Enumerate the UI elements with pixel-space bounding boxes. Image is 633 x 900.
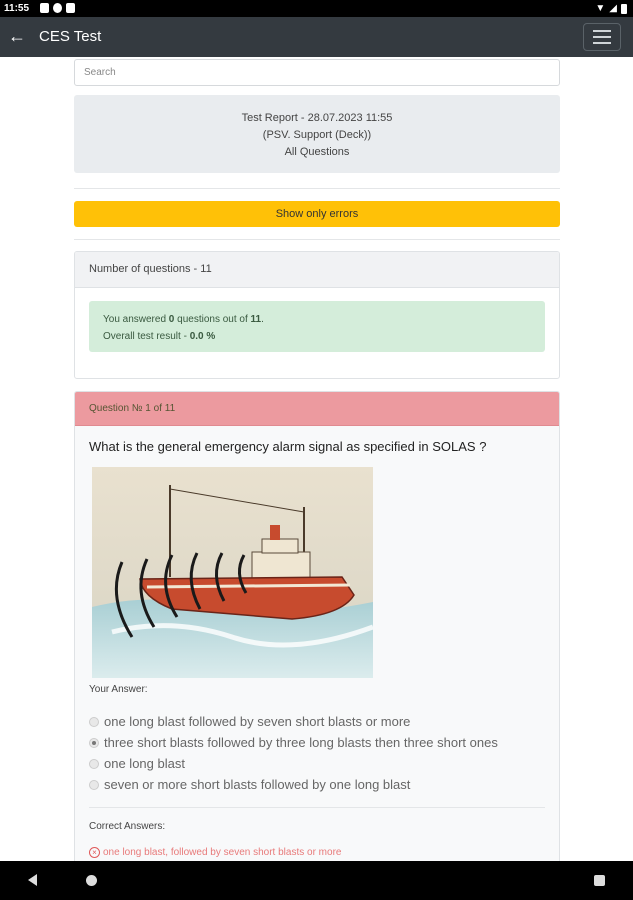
divider bbox=[74, 188, 560, 189]
app-bar bbox=[0, 17, 633, 57]
answered-line bbox=[103, 311, 531, 328]
answered-suffix: . bbox=[261, 314, 264, 325]
result-prefix: Overall test result - bbox=[103, 331, 190, 342]
correct-answers-label: Correct Answers: bbox=[89, 821, 166, 832]
back-arrow-icon[interactable]: ← bbox=[8, 26, 26, 46]
question-text: What is the general emergency alarm signal as specified in SOLAS ? bbox=[89, 439, 487, 454]
correct-answer bbox=[89, 847, 545, 858]
answer-option[interactable] bbox=[89, 774, 545, 795]
answer-text: seven or more short blasts followed by one long blast bbox=[104, 777, 411, 792]
search-input[interactable]: Search bbox=[74, 59, 560, 86]
signal-icon: ◢ bbox=[609, 3, 617, 14]
answer-text: three short blasts followed by three long blasts then three short ones bbox=[104, 735, 498, 750]
correct-answer-text: one long blast, followed by seven short blasts or more bbox=[103, 847, 342, 858]
radio-button[interactable] bbox=[89, 780, 99, 790]
result-alert bbox=[89, 301, 545, 352]
question-body bbox=[75, 426, 559, 871]
hamburger-line bbox=[593, 30, 611, 32]
report-panel bbox=[74, 95, 560, 173]
nav-recents-icon[interactable] bbox=[594, 875, 605, 886]
divider bbox=[89, 807, 545, 808]
answer-option[interactable] bbox=[89, 732, 545, 753]
radio-button-selected[interactable] bbox=[89, 738, 99, 748]
total-count: 11 bbox=[250, 314, 262, 325]
answer-text: one long blast bbox=[104, 756, 185, 771]
system-nav-bar bbox=[0, 861, 633, 900]
page-title: CES Test bbox=[39, 28, 102, 45]
status-time: 11:55 bbox=[4, 3, 30, 14]
hamburger-line bbox=[593, 36, 611, 38]
answer-option[interactable] bbox=[89, 753, 545, 774]
divider bbox=[74, 239, 560, 240]
summary-card bbox=[74, 251, 560, 379]
main-content bbox=[74, 59, 560, 871]
result-line bbox=[103, 328, 531, 345]
nav-back-icon[interactable] bbox=[28, 874, 37, 886]
your-answer-label: Your Answer: bbox=[89, 684, 148, 695]
answered-prefix: You answered bbox=[103, 314, 169, 325]
battery-icon bbox=[621, 4, 627, 14]
menu-button[interactable] bbox=[583, 23, 621, 51]
answer-text: one long blast followed by seven short blasts or more bbox=[104, 714, 411, 729]
result-value: 0.0 % bbox=[189, 331, 216, 342]
summary-header: Number of questions - 11 bbox=[75, 252, 559, 288]
notification-icon bbox=[40, 3, 49, 13]
radio-button[interactable] bbox=[89, 759, 99, 769]
nav-home-icon[interactable] bbox=[86, 875, 97, 886]
wifi-icon: ▼ bbox=[595, 3, 606, 14]
clipboard-icon bbox=[66, 3, 75, 13]
question-card bbox=[74, 391, 560, 871]
hamburger-line bbox=[593, 42, 611, 44]
answered-middle: questions out of bbox=[174, 314, 251, 325]
answer-options bbox=[89, 711, 545, 795]
system-icons bbox=[595, 3, 627, 14]
answered-count: 0 bbox=[168, 314, 175, 325]
error-circle-icon: × bbox=[89, 847, 100, 858]
report-category: (PSV. Support (Deck)) bbox=[262, 129, 372, 141]
question-header: Question № 1 of 11 bbox=[75, 392, 559, 426]
app-icon bbox=[53, 3, 62, 13]
status-bar bbox=[0, 0, 633, 17]
notification-icons bbox=[40, 3, 75, 13]
answer-option[interactable] bbox=[89, 711, 545, 732]
question-image bbox=[92, 467, 373, 678]
radio-button[interactable] bbox=[89, 717, 99, 727]
report-title: Test Report - 28.07.2023 11:55 bbox=[241, 112, 393, 124]
show-only-errors-button[interactable]: Show only errors bbox=[74, 201, 560, 227]
report-scope: All Questions bbox=[284, 146, 350, 158]
